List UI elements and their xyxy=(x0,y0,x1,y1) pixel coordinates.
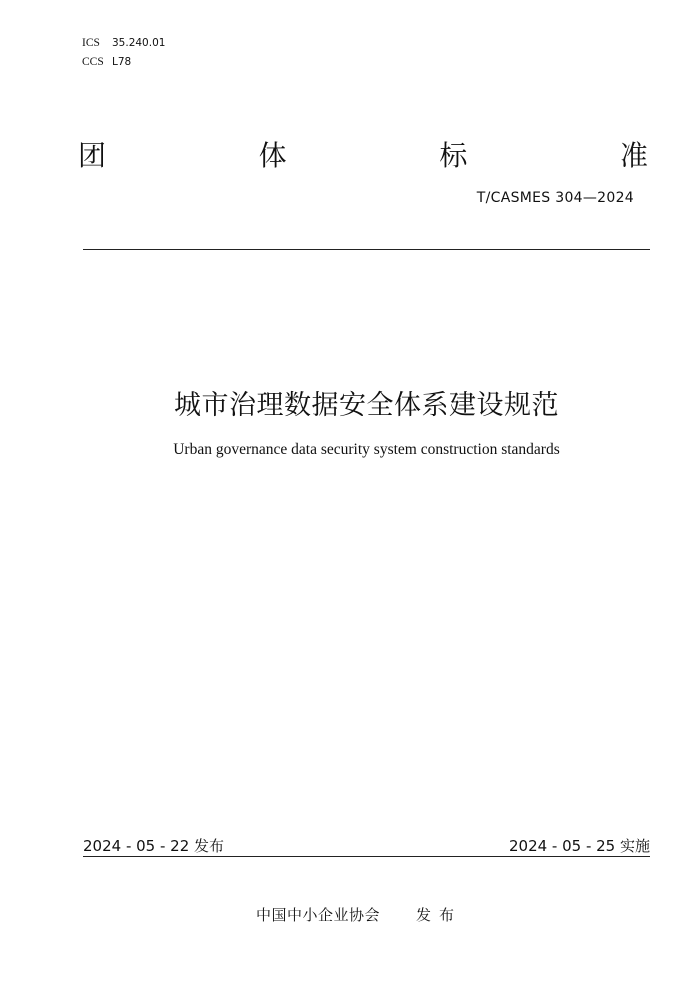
publisher-line xyxy=(256,904,462,925)
classification-block xyxy=(82,34,165,72)
standard-number: T/CASMES 304—2024 xyxy=(476,190,634,206)
ccs-label: CCS xyxy=(82,56,104,68)
ics-label: ICS xyxy=(82,37,100,49)
document-title-en: Urban governance data security system construction standards xyxy=(173,441,560,458)
standard-type-char: 准 xyxy=(619,139,648,172)
standard-type-heading xyxy=(78,134,648,174)
implementation-date: 2024 - 05 - 25 实施 xyxy=(508,837,650,855)
issue-date: 2024 - 05 - 22 发布 xyxy=(83,837,225,855)
ics-value: 35.240.01 xyxy=(112,37,166,49)
publish-action: 发布 xyxy=(416,906,463,924)
standard-type-char: 体 xyxy=(258,139,287,172)
publisher-name: 中国中小企业协会 xyxy=(256,906,381,924)
bottom-divider xyxy=(83,856,650,857)
ccs-row xyxy=(82,53,165,72)
standard-type-char: 标 xyxy=(439,139,468,172)
document-title-cn: 城市治理数据安全体系建设规范 xyxy=(174,390,559,421)
ccs-value: L78 xyxy=(112,56,132,68)
ics-row xyxy=(82,34,165,53)
top-divider xyxy=(83,249,650,250)
standard-type-char: 团 xyxy=(78,139,107,172)
